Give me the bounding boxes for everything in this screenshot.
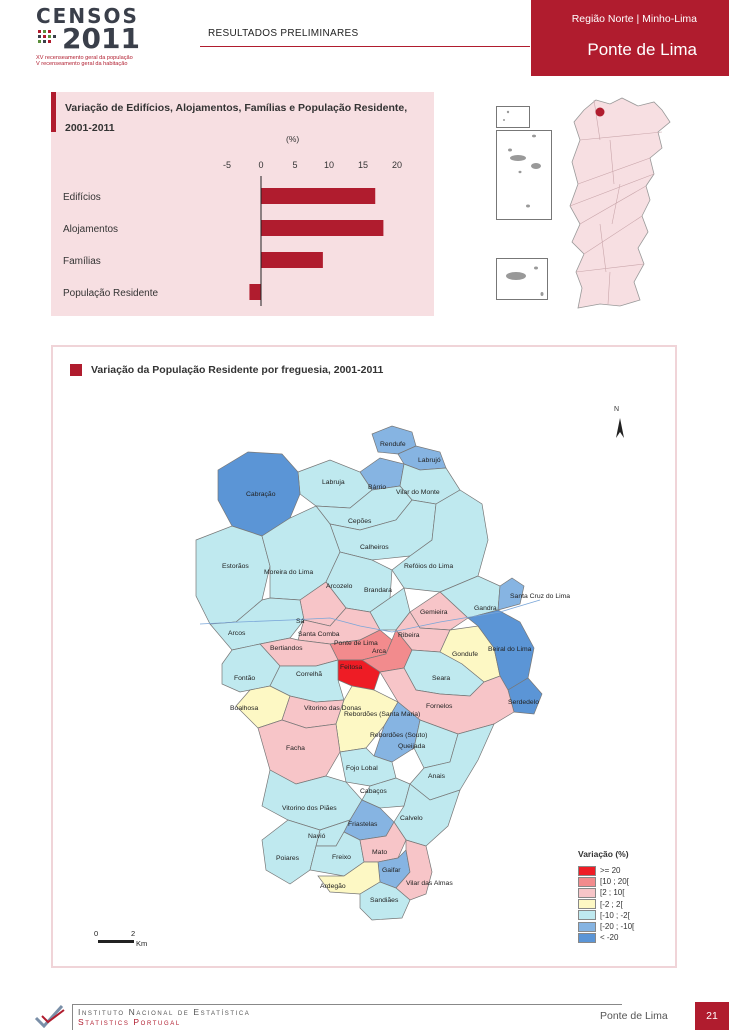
logo-year: 2011 xyxy=(62,22,140,55)
x-tick-label: 0 xyxy=(258,160,264,170)
legend-swatch xyxy=(578,866,596,876)
legend-label: [-20 ; -10[ xyxy=(600,922,635,932)
legend-label: [10 ; 20[ xyxy=(600,877,629,887)
bar xyxy=(261,220,383,236)
parish-label: Friastelas xyxy=(348,821,378,828)
footer-institute: Instituto Nacional de Estatística xyxy=(78,1007,251,1017)
legend-item xyxy=(578,876,678,887)
parish-label: Gondufe xyxy=(452,651,479,658)
parish-label: Calvelo xyxy=(400,815,423,822)
parish-label: Moreira do Lima xyxy=(264,569,314,576)
island xyxy=(510,155,526,161)
censos-logo xyxy=(36,4,176,66)
parish-label: Sandiães xyxy=(370,897,399,904)
parish-label: Bárrio xyxy=(368,484,387,491)
parish-label: Beiral do Lima xyxy=(488,646,532,653)
legend-item xyxy=(578,865,678,876)
legend-swatch xyxy=(578,888,596,898)
portugal-outline xyxy=(570,98,670,308)
legend-label: >= 20 xyxy=(600,866,621,876)
legend-item xyxy=(578,921,678,932)
island xyxy=(508,149,512,152)
parish-label: Cepões xyxy=(348,518,372,525)
north-label: N xyxy=(614,406,620,413)
parish-label: Vitorino dos Piães xyxy=(282,805,337,812)
parish-label: Gaifar xyxy=(382,867,401,874)
parish-label: Ponte de Lima xyxy=(334,640,378,647)
scale-unit: Km xyxy=(136,939,148,948)
logo-tagline-2: V recenseamento geral da habitação xyxy=(36,61,128,67)
parish-label: Navió xyxy=(308,833,326,840)
island xyxy=(506,272,526,280)
parish-label: Brandara xyxy=(364,587,392,594)
logo-tagline-1: XV recenseamento geral da população xyxy=(36,55,133,61)
island xyxy=(531,163,541,169)
parish-label: Seara xyxy=(432,675,451,682)
parish-label: Poiares xyxy=(276,855,300,862)
portugal-inset-map xyxy=(550,92,720,328)
x-tick-label: 10 xyxy=(323,160,335,170)
parish-label: Correlhã xyxy=(296,671,323,678)
parish-label: Arcozelo xyxy=(326,583,353,590)
inset-islands xyxy=(496,106,556,306)
document-subtitle: RESULTADOS PRELIMINARES xyxy=(208,28,359,39)
category-label: População Residente xyxy=(63,288,159,299)
legend-item xyxy=(578,932,678,943)
island xyxy=(507,111,509,113)
bar-chart xyxy=(51,150,434,316)
island xyxy=(534,267,538,270)
footer-place: Ponte de Lima xyxy=(600,1010,668,1022)
page-number: 21 xyxy=(695,1002,729,1030)
parish-label: Facha xyxy=(286,745,305,752)
parish-label: Cabaços xyxy=(360,788,387,795)
legend-swatch xyxy=(578,877,596,887)
legend-label: [-10 ; -2[ xyxy=(600,910,630,920)
parish-label: Fontão xyxy=(234,675,256,682)
legend-label: [2 ; 10[ xyxy=(600,888,625,898)
logo-dots-icon xyxy=(36,28,60,46)
parish-label: Ribeira xyxy=(398,632,420,639)
parish-label: Santa Comba xyxy=(298,631,340,638)
parish-label: Fornelos xyxy=(426,703,453,710)
parish-label: Vilar das Almas xyxy=(406,880,453,887)
parish-label: Vilar do Monte xyxy=(396,489,440,496)
parish-label: Mato xyxy=(372,849,388,856)
x-tick-label: 5 xyxy=(292,160,298,170)
island xyxy=(503,119,505,121)
parish-label: Bertiandos xyxy=(270,645,303,652)
chart-accent xyxy=(51,92,56,132)
parish-label: Labrujó xyxy=(418,457,441,464)
logo-title: CENSOS xyxy=(36,4,139,28)
parish-label: Gemieira xyxy=(420,609,448,616)
header-banner xyxy=(531,0,729,76)
parish-label: Ardegão xyxy=(320,883,346,890)
footer-divider-vertical xyxy=(72,1004,73,1030)
chart-title: Variação de Edifícios, Alojamentos, Famílias e População Residente, 2001-2011 xyxy=(65,102,408,134)
category-label: Famílias xyxy=(63,256,101,267)
bar xyxy=(261,252,323,268)
parish-label: Rendufe xyxy=(380,441,406,448)
footer-institute-en: Statistics Portugal xyxy=(78,1017,181,1027)
legend-label: < -20 xyxy=(600,933,619,943)
header-divider xyxy=(200,46,530,47)
x-tick-label: -5 xyxy=(222,160,232,170)
parish-label: Queijada xyxy=(398,743,426,750)
header-place: Ponte de Lima xyxy=(587,40,697,59)
island xyxy=(519,171,522,173)
category-label: Alojamentos xyxy=(63,224,119,235)
parish-label: Rebordões (Souto) xyxy=(370,732,428,739)
legend-item xyxy=(578,910,678,921)
parish-label: Santa Cruz do Lima xyxy=(510,593,571,600)
north-arrow-icon xyxy=(616,418,624,438)
legend-swatch xyxy=(578,899,596,909)
bar xyxy=(261,188,375,204)
parish-label: Calheiros xyxy=(360,544,389,551)
scale-segment-dark xyxy=(98,940,134,943)
parish-label: Feitosa xyxy=(340,664,363,671)
parish-label: Sá xyxy=(296,618,305,625)
parish-label: Fojo Lobal xyxy=(346,765,378,772)
legend-item xyxy=(578,887,678,898)
parish-label: Gandra xyxy=(474,605,497,612)
legend-swatch xyxy=(578,910,596,920)
scale-tick-2: 2 xyxy=(131,929,136,938)
x-tick-label: 15 xyxy=(357,160,369,170)
island xyxy=(541,292,544,296)
parish-label: Estorãos xyxy=(222,563,249,570)
scale-tick-0: 0 xyxy=(94,929,99,938)
header-region: Região Norte | Minho-Lima xyxy=(571,13,697,25)
parish-label: Refóios do Lima xyxy=(404,563,454,570)
map-legend xyxy=(578,849,678,943)
category-label: Edifícios xyxy=(63,192,101,203)
parish-label: Labruja xyxy=(322,479,345,486)
map-title: Variação da População Residente por freguesia, 2001-2011 xyxy=(91,364,384,376)
parish-label: Freixo xyxy=(332,854,351,861)
location-marker xyxy=(596,108,605,117)
chart-unit: (%) xyxy=(286,134,300,144)
legend-label: [-2 ; 2[ xyxy=(600,899,623,909)
legend-rows xyxy=(578,865,678,943)
bar xyxy=(249,284,261,300)
parish-label: Arcos xyxy=(228,630,246,637)
parish-label: Rebordões (Santa Maria) xyxy=(344,711,421,718)
x-tick-label: 20 xyxy=(391,160,403,170)
parish-label: Vitorino das Donas xyxy=(304,705,362,712)
parish-polygons xyxy=(196,426,542,920)
island xyxy=(532,135,536,138)
parish-poiares xyxy=(262,820,320,884)
island xyxy=(526,205,530,208)
legend-swatch xyxy=(578,922,596,932)
footer-rule xyxy=(72,1004,622,1005)
parish-label: Anais xyxy=(428,773,446,780)
legend-swatch xyxy=(578,933,596,943)
parish-label: Serdedelo xyxy=(508,699,539,706)
parish-label: Boalhosa xyxy=(230,705,259,712)
legend-item xyxy=(578,899,678,910)
parish-label: Arca xyxy=(372,648,386,655)
parish-label: Cabração xyxy=(246,491,276,498)
scale-bar xyxy=(92,928,162,952)
ine-logo-icon xyxy=(34,1002,68,1028)
legend-title: Variação (%) xyxy=(578,849,629,859)
